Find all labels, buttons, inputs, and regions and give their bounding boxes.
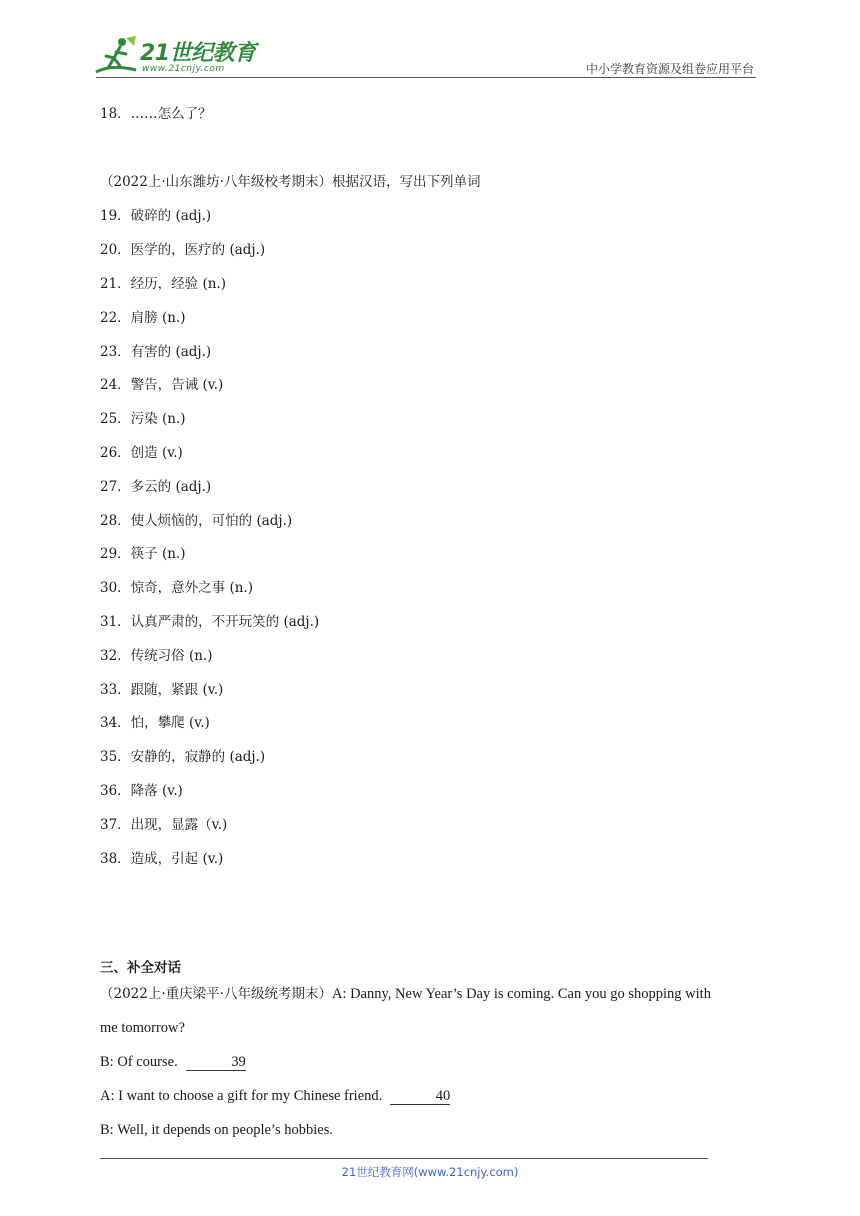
question-38: 38．造成，引起 (v.) — [100, 851, 224, 867]
question-35: 35．安静的，寂静的 (adj.) — [100, 749, 266, 765]
dialogue-a2-text: A: I want to choose a gift for my Chinese friend. — [100, 1088, 383, 1104]
dialogue-b1 — [100, 1052, 246, 1072]
question-25: 25．污染 (n.) — [100, 411, 186, 427]
question-21: 21．经历，经验 (n.) — [100, 276, 226, 292]
dialogue-intro-line-1 — [100, 984, 711, 1004]
footer-divider — [100, 1158, 708, 1159]
question-22: 22．肩膀 (n.) — [100, 310, 186, 326]
question-27: 27．多云的 (adj.) — [100, 479, 212, 495]
question-19: 19．破碎的 (adj.) — [100, 208, 212, 224]
logo — [92, 34, 262, 78]
question-23: 23．有害的 (adj.) — [100, 344, 212, 360]
question-31: 31．认真严肃的，不开玩笑的 (adj.) — [100, 614, 320, 630]
header-platform-text: 中小学教育资源及组卷应用平台 — [585, 62, 754, 76]
page-header — [0, 0, 860, 80]
question-24: 24．警告，告诫 (v.) — [100, 377, 224, 393]
dialogue-a2 — [100, 1086, 450, 1106]
question-32: 32．传统习俗 (n.) — [100, 648, 213, 664]
question-18: 18．……怎么了？ — [100, 106, 212, 122]
logo-url: www.21cnjy.com — [142, 64, 225, 74]
question-29: 29．筷子 (n.) — [100, 546, 186, 562]
dialogue-a1: A: Danny, New Year’s Day is coming. Can you go shopping with — [331, 986, 711, 1002]
section-3-title: 三、补全对话 — [100, 960, 181, 976]
question-26: 26．创造 (v.) — [100, 445, 183, 461]
question-20: 20．医学的，医疗的 (adj.) — [100, 242, 266, 258]
header-divider — [96, 77, 756, 78]
dialogue-b1-text: B: Of course. — [100, 1054, 178, 1070]
question-37: 37．出现，显露（v.) — [100, 817, 228, 833]
runner-logo-icon — [92, 34, 140, 78]
dialogue-source: （2022上·重庆梁平·八年级统考期末） — [100, 986, 332, 1002]
footer-link[interactable]: 21世纪教育网(www.21cnjy.com) — [341, 1165, 519, 1179]
question-36: 36．降落 (v.) — [100, 783, 183, 799]
question-30: 30．惊奇，意外之事 (n.) — [100, 580, 253, 596]
logo-text: 21世纪教育 — [140, 41, 256, 66]
group-intro: （2022上·山东潍坊·八年级校考期末）根据汉语，写出下列单词 — [100, 174, 481, 190]
blank-40[interactable]: 40 — [390, 1088, 450, 1105]
blank-39[interactable]: 39 — [186, 1054, 246, 1071]
question-28: 28．使人烦恼的，可怕的 (adj.) — [100, 513, 293, 529]
question-33: 33．跟随，紧跟 (v.) — [100, 682, 224, 698]
question-34: 34．怕，攀爬 (v.) — [100, 715, 210, 731]
dialogue-intro-line-2: me tomorrow? — [100, 1020, 185, 1036]
dialogue-b3: B: Well, it depends on people’s hobbies. — [100, 1122, 333, 1138]
